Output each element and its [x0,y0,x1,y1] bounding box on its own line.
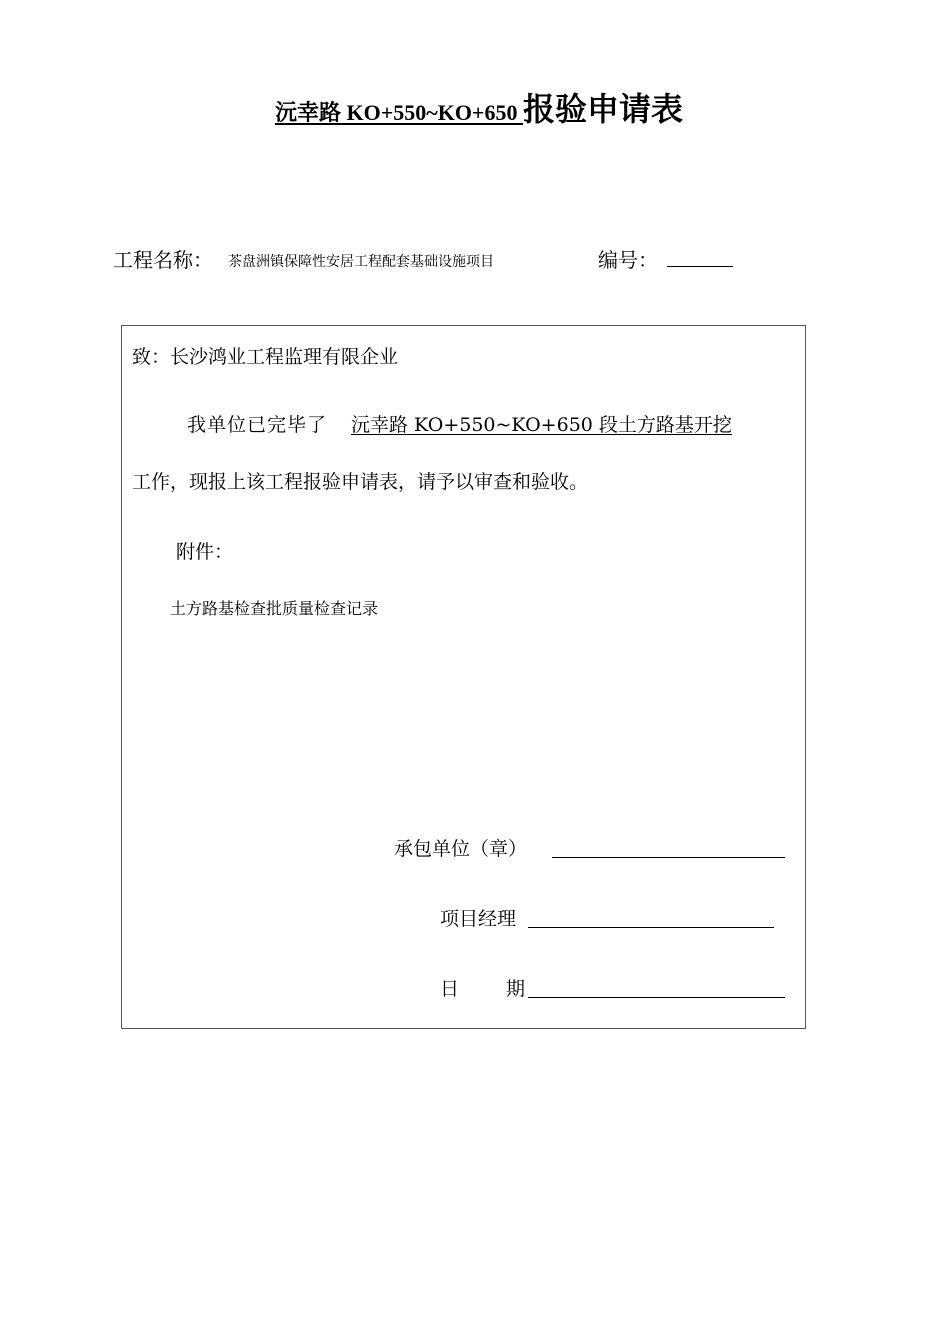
date-label-period: 期 [506,978,526,1000]
project-manager-signature-line [528,927,774,928]
number-blank-line [667,266,733,267]
contractor-signature-line [552,857,785,858]
recipient-line: 致：长沙鸿业工程监理有限企业 [132,346,399,368]
date-label-day: 日 [440,978,460,1000]
statement-work-item: 沅幸路 KO+550~KO+650 段土方路基开挖 [351,414,732,436]
contractor-label: 承包单位（章） [394,838,528,860]
project-name-value: 茶盘洲镇保障性安居工程配套基础设施项目 [228,254,494,270]
statement-line-2: 工作，现报上该工程报验申请表，请予以审查和验收。 [132,471,589,493]
project-manager-label: 项目经理 [440,908,517,930]
number-label: 编号： [598,248,658,272]
date-line [528,997,785,998]
document-title [245,84,683,130]
title-road-segment: 沅幸路 KO+550~KO+650 [275,100,518,125]
project-name-label: 工程名称： [113,248,213,272]
attachment-item: 土方路基检查批质量检查记录 [170,599,379,618]
statement-prefix: 我单位已完毕了 [187,414,328,436]
statement-line-1 [187,410,732,437]
attachment-label: 附件： [176,541,234,563]
title-form-name: 报验申请表 [522,90,683,128]
